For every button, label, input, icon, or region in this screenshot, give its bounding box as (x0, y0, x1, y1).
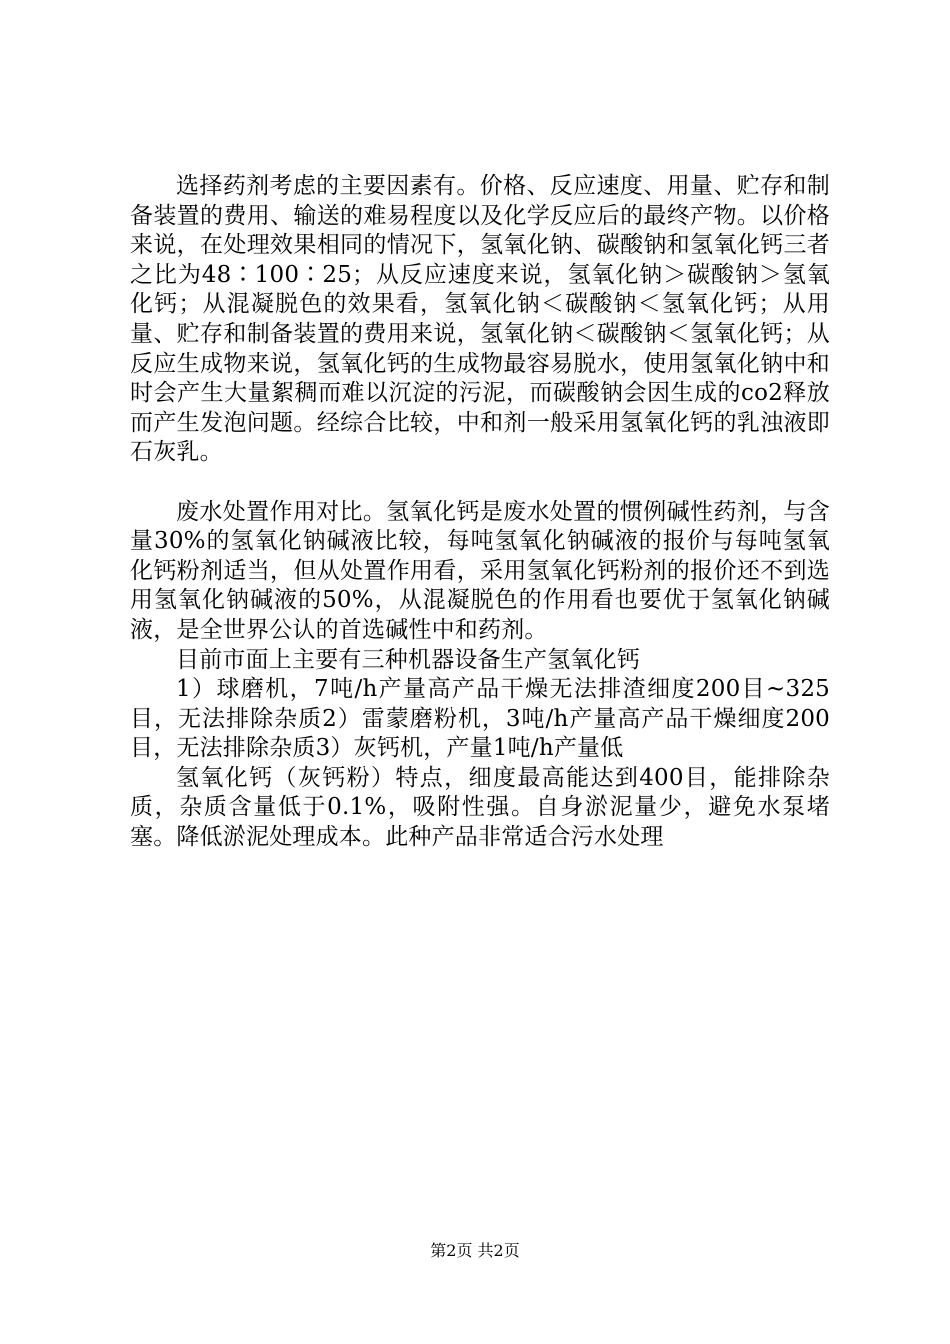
paragraph-equipment-intro: 目前市面上主要有三种机器设备生产氢氧化钙 (176, 646, 640, 673)
paragraph-equipment-list: 1）球磨机，7吨/h产量高产品干燥无法排渣细度200目~325目，无法排除杂质2）雷蒙磨粉机，3吨/h产量高产品干燥细度200目，无法排除杂质3）灰钙机，产量1吨/h产量低 (130, 676, 830, 762)
paragraph-treatment-comparison: 废水处置作用对比。氢氧化钙是废水处置的惯例碱性药剂，与含量30%的氢氧化钠碱液比较，每吨氢氧化钠碱液的报价与每吨氢氧化钙粉剂适当，但从处置作用看，采用氢氧化钙粉剂的报价还不到选用氢氧化钠碱液的50%，从混凝脱色的作用看也要优于氢氧化钠碱液，是全世界公认的首选碱性中和药剂。 (130, 498, 830, 643)
document-body (130, 172, 830, 853)
page-footer: 第2页 共2页 (430, 1241, 520, 1260)
paragraph-reagent-selection: 选择药剂考虑的主要因素有。价格、反应速度、用量、贮存和制备装置的费用、输送的难易程度以及化学反应后的最终产物。以价格来说，在处理效果相同的情况下，氢氧化钠、碳酸钠和氢氧化钙三者之比为48∶100∶25；从反应速度来说，氢氧化钠＞碳酸钠＞氢氧化钙；从混凝脱色的效果看，氢氧化钠＜碳酸钠＜氢氧化钙；从用量、贮存和制备装置的费用来说，氢氧化钠＜碳酸钠＜氢氧化钙；从反应生成物来说，氢氧化钙的生成物最容易脱水，使用氢氧化钠中和时会产生大量絮稠而难以沉淀的污泥，而碳酸钠会因生成的co2释放而产生发泡问题。经综合比较，中和剂一般采用氢氧化钙的乳浊液即石灰乳。 (130, 173, 830, 466)
paragraph-product-features: 氢氧化钙（灰钙粉）特点，细度最高能达到400目，能排除杂质，杂质含量低于0.1%，吸附性强。自身淤泥量少，避免水泵堵塞。降低淤泥处理成本。此种产品非常适合污水处理 (130, 764, 830, 851)
